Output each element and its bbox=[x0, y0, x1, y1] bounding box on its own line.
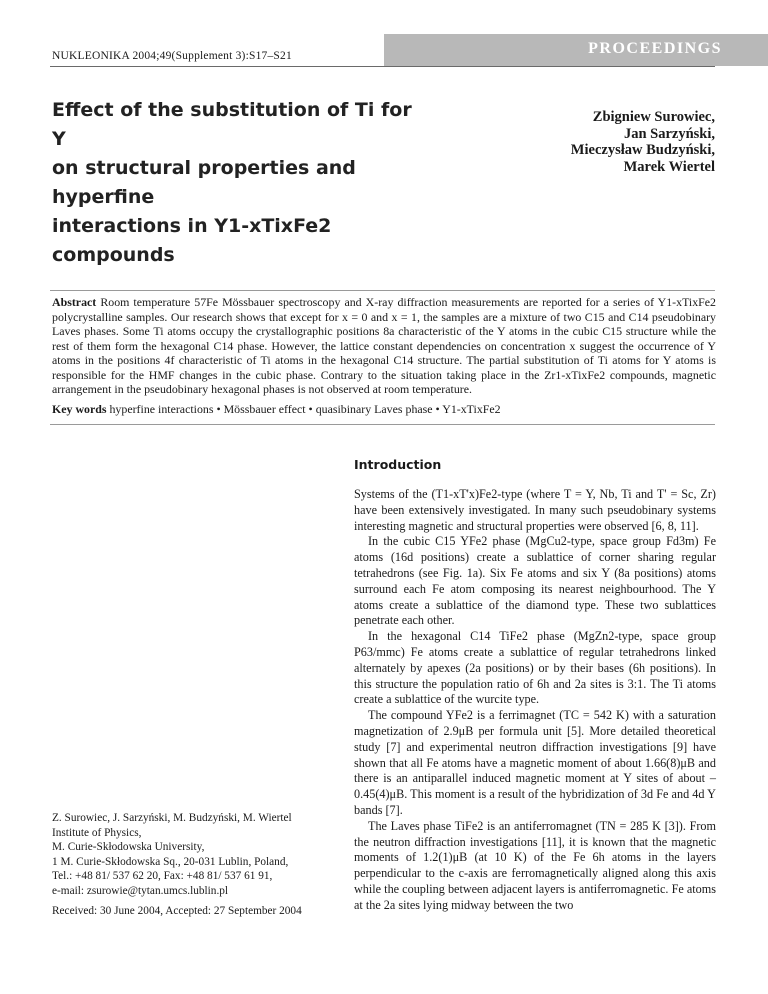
email: e-mail: zsurowie@tytan.umcs.lublin.pl bbox=[52, 884, 229, 897]
title-line-2: on structural properties and hyperfine bbox=[52, 157, 356, 208]
abstract-label: Abstract bbox=[52, 295, 97, 309]
received-dates: Received: 30 June 2004, Accepted: 27 September 2004 bbox=[52, 905, 302, 917]
author-names: Z. Surowiec, J. Sarzyński, M. Budzyński, M. Wiertel bbox=[52, 812, 292, 824]
author: Jan Sarzyński, bbox=[623, 125, 715, 142]
journal-citation: NUKLEONIKA 2004;49(Supplement 3):S17–S21 bbox=[52, 50, 292, 62]
introduction-body bbox=[354, 487, 716, 914]
keywords-label: Key words bbox=[52, 402, 107, 416]
proceedings-banner bbox=[384, 34, 768, 66]
keywords bbox=[52, 402, 716, 417]
affiliation bbox=[52, 811, 347, 898]
keywords-text: hyperfine interactions • Mössbauer effect • quasibinary Laves phase • Y1-xTixFe2 bbox=[109, 402, 501, 416]
author: Marek Wiertel bbox=[623, 158, 715, 175]
abstract-rule bbox=[50, 290, 715, 291]
keywords-rule bbox=[50, 424, 715, 425]
title-line-3: interactions in Y1-xTixFe2 compounds bbox=[52, 215, 332, 266]
author: Mieczysław Budzyński, bbox=[570, 142, 715, 158]
university: M. Curie-Skłodowska University, bbox=[52, 841, 205, 853]
title-line-1: Effect of the substitution of Ti for Y bbox=[52, 99, 412, 150]
paragraph: The compound YFe2 is a ferrimagnet (TC = 542 K) with a saturation magnetization of 2.9μB per formula unit [5]. More detailed theoretical study [7] and experimental neutron diffraction investigations [9] have shown that all Fe atoms have a magnetic moment of about 1.66(8)μB and there is an antiparallel induced magnetic moment at Y sites of about –0.45(4)μB. This moment is a result of the hybridization of 3d Fe and 4d Y bands [7]. bbox=[354, 708, 716, 817]
author: Zbigniew Surowiec, bbox=[592, 109, 715, 125]
phone-fax: Tel.: +48 81/ 537 62 20, Fax: +48 81/ 537 61 91, bbox=[52, 870, 273, 882]
paragraph: The Laves phase TiFe2 is an antiferromagnet (TN = 285 K [3]). From the neutron diffraction investigations [11], it is known that the magnetic moments of 1.2(1)μB (at 10 K) of the Fe 6h atoms in the layers perpendicular to the c-axis are ferromagnetically aligned along this axis while the coupling between adjacent layers is antiferromagnetic. Fe atoms at the 2a sites lying midway between the two bbox=[354, 818, 716, 912]
paragraph: In the hexagonal C14 TiFe2 phase (MgZn2-type, space group P63/mmc) Fe atoms create a sublattice of regular tetrahedrons linked alternately by apexes (2a positions) or by their bases (6h positions). In this structure the population ratio of 6h and 2a sites is 3:1. The Ti atoms create a sublattice of the wurcite type. bbox=[354, 629, 716, 707]
paper-title bbox=[52, 96, 422, 270]
introduction-heading: Introduction bbox=[354, 457, 442, 472]
abstract-text: Room temperature 57Fe Mössbauer spectroscopy and X-ray diffraction measurements are reported for a series of Y1-xTixFe2 polycrystalline samples. Our research shows that except for x = 0 and x = 1, the samples are a mixture of two C15 and C14 pseudobinary Laves phases. Some Ti atoms occupy the crystallographic positions 8a characteristic of the Y atoms in the cubic C15 structure while the rest of them form the hexagonal C14 phase. However, the lattice constant dependencies on concentration x suggest the occurrence of Y atoms in the positions 4f characteristic of Ti atoms in the hexagonal C14 structure. The partial substitution of Ti atoms for Y atoms is responsible for the HMF changes in the cubic phase. Contrary to the situation taking place in the Zr1-xTixFe2 compounds, magnetic arrangement in the pseudobinary hexagonal phases is not observed at room temperature. bbox=[52, 295, 716, 396]
abstract bbox=[52, 295, 716, 397]
institute: Institute of Physics, bbox=[52, 826, 142, 839]
banner-label: PROCEEDINGS bbox=[588, 40, 722, 57]
address: 1 M. Curie-Skłodowska Sq., 20-031 Lublin, Poland, bbox=[52, 855, 289, 868]
author-list bbox=[571, 109, 715, 175]
paragraph: Systems of the (T1-xT'x)Fe2-type (where T = Y, Nb, Ti and T' = Sc, Zr) have been extensively investigated. In many such pseudobinary systems interesting magnetic and structural properties were observed [6, 8, 11]. bbox=[354, 487, 716, 533]
paragraph: In the cubic C15 YFe2 phase (MgCu2-type, space group Fd3m) Fe atoms (16d positions) create a sublattice of corner sharing regular tetrahedrons (see Fig. 1a). Six Fe atoms and six Y (8a positions) atoms surround each Fe atom composing its nearest neighbourhood. The Y atoms create a sublattice of the diamond type. These two sublattices penetrate each other. bbox=[354, 534, 716, 628]
header-rule bbox=[50, 66, 715, 67]
